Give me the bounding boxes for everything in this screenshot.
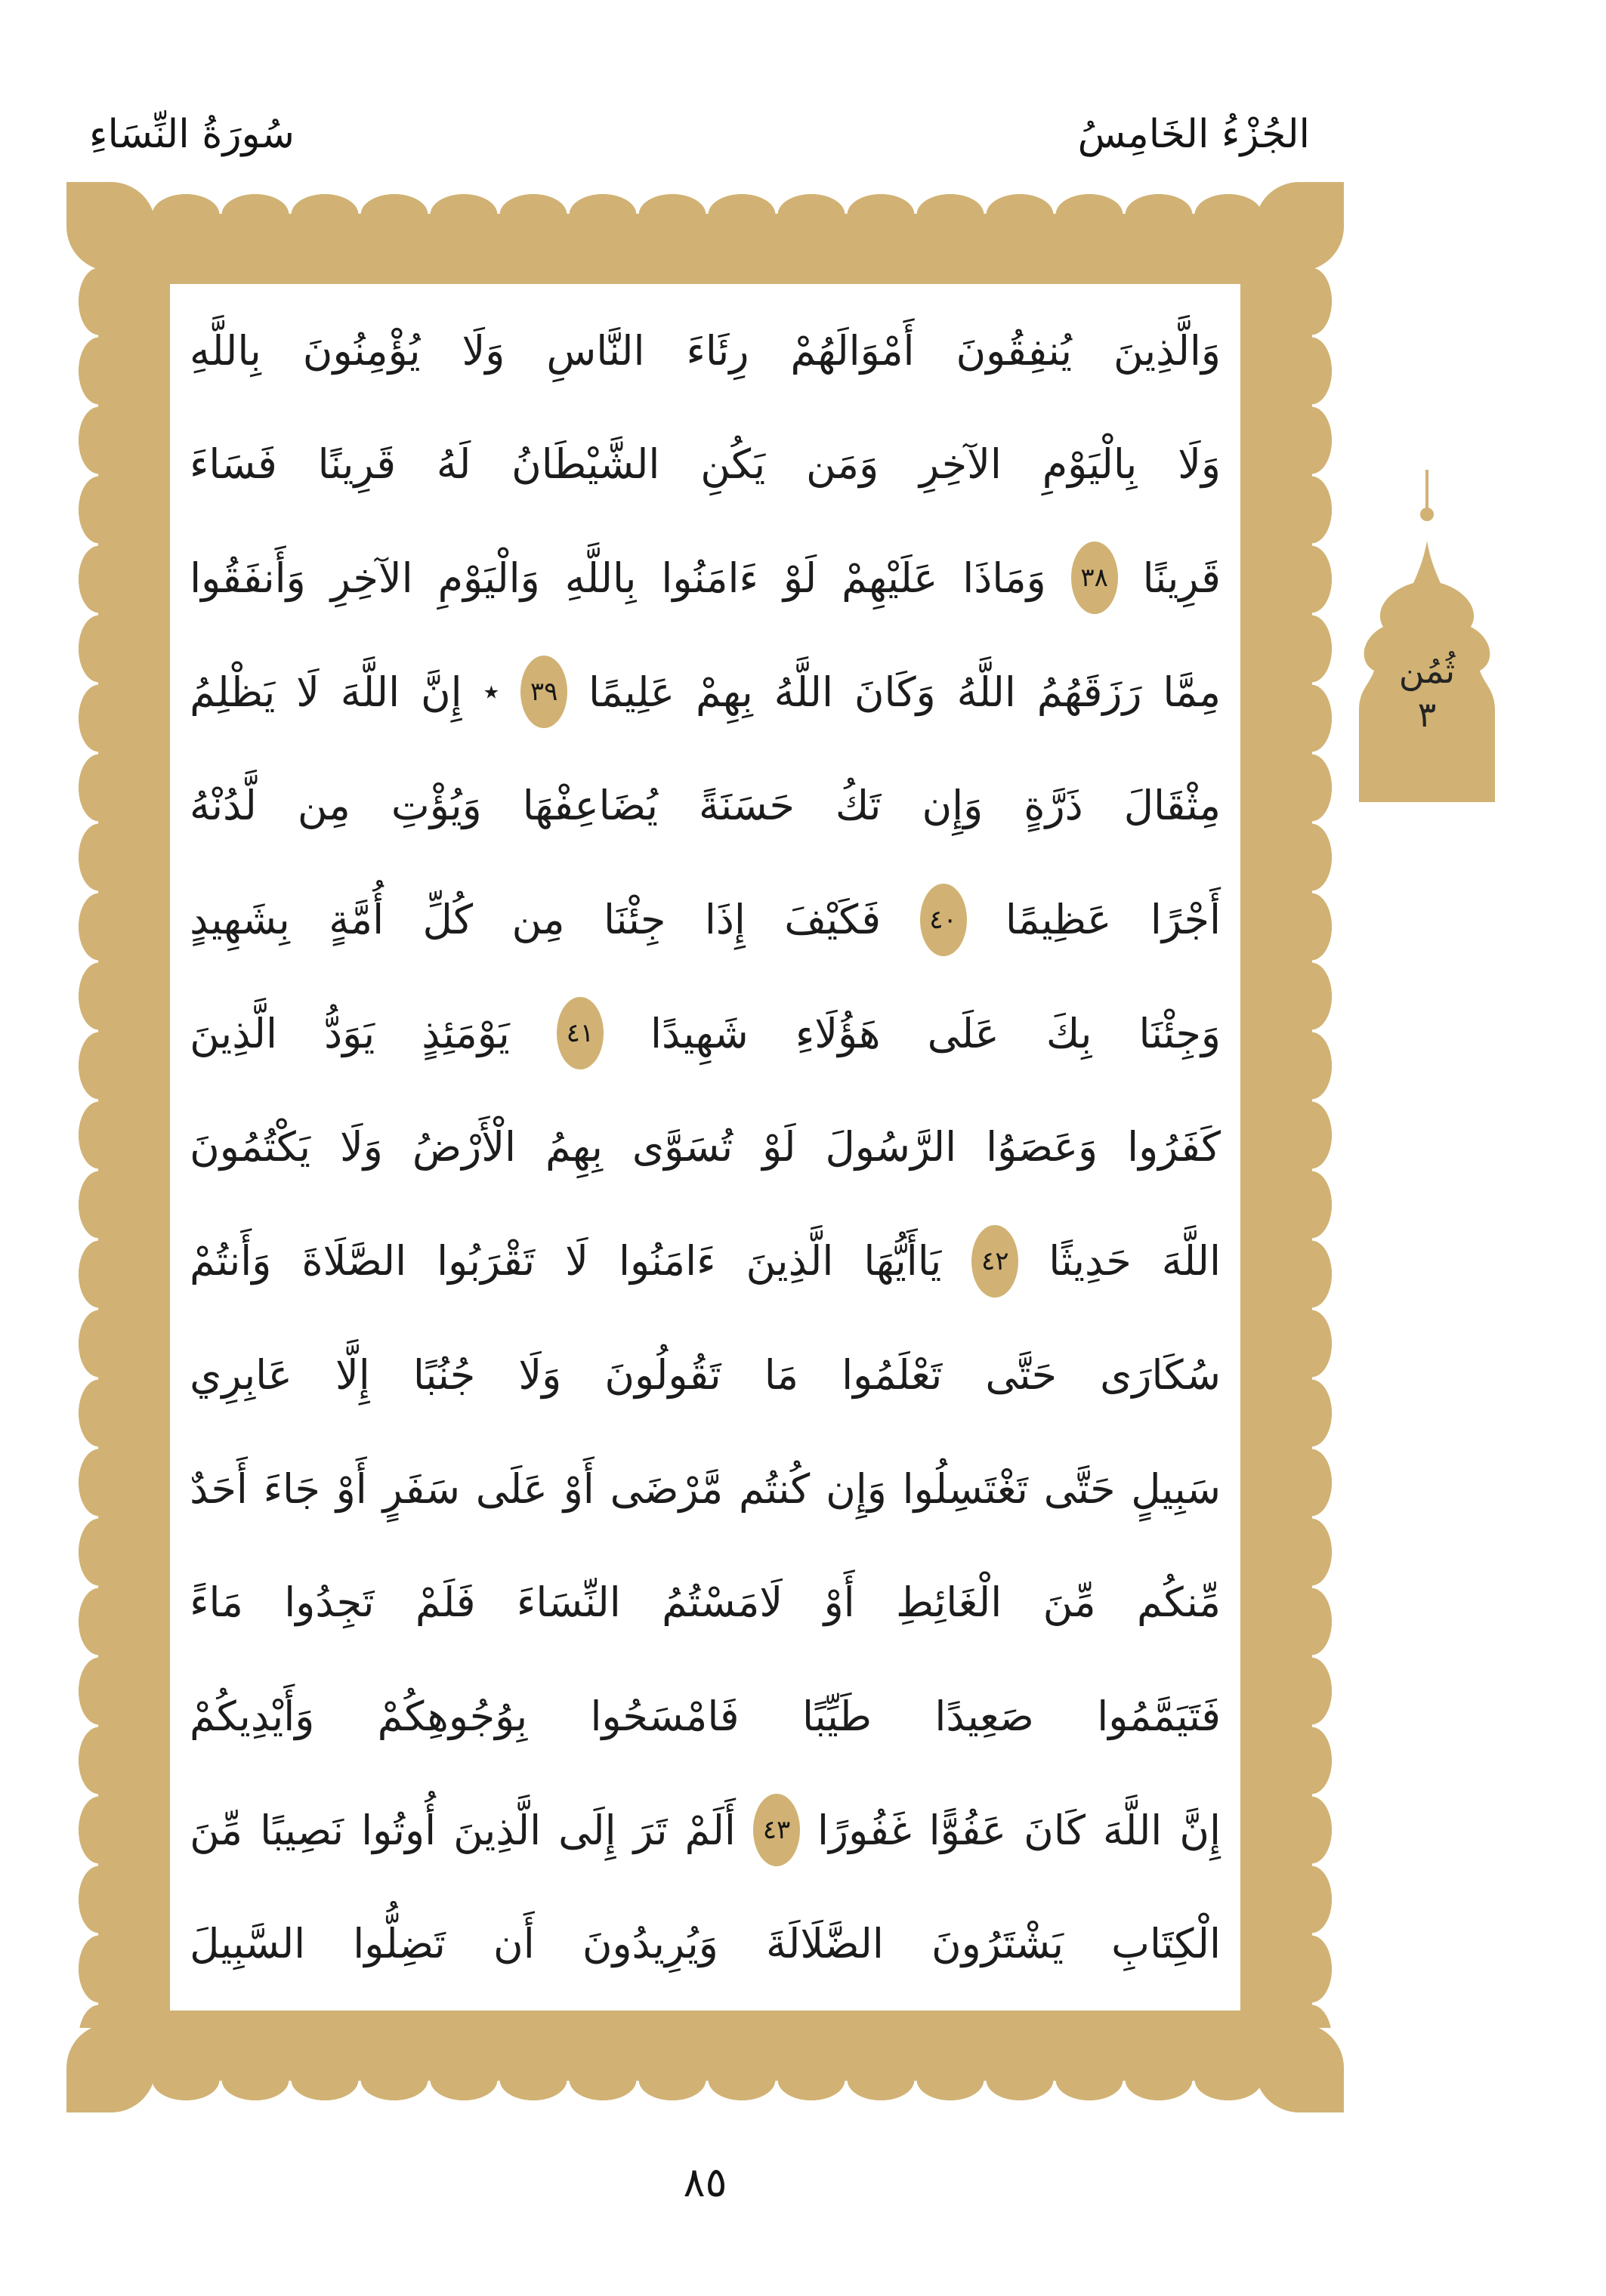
- quran-word: أَوْ: [563, 1464, 595, 1513]
- quran-word: يَاأَيُّهَا: [863, 1237, 942, 1285]
- dome-icon: [1347, 470, 1507, 802]
- quran-word: مِن: [511, 896, 565, 944]
- quran-word: مِّنَ: [190, 1806, 243, 1854]
- quran-word: فَلَمْ: [415, 1578, 476, 1627]
- quran-word: يَكُنِ: [700, 440, 766, 489]
- quran-word: شَهِيدًا: [650, 1009, 749, 1057]
- quran-word: بِهِمُ: [545, 1123, 603, 1171]
- quran-word: أَن: [493, 1920, 535, 1968]
- quran-word: وَأَيْدِيكُمْ: [190, 1692, 315, 1740]
- quran-word: تَكُ: [835, 782, 882, 830]
- frame-corner-petal-top-right: [1255, 182, 1344, 271]
- quran-word: بِالْيَوْمِ: [1042, 440, 1138, 489]
- quran-word: فَكَيْفَ: [784, 896, 882, 944]
- quran-word: تَقْرَبُوا: [437, 1237, 536, 1285]
- quran-word: وَيُرِيدُونَ: [582, 1920, 718, 1968]
- quran-word: وَالَّذِينَ: [1113, 326, 1221, 375]
- quran-word: إِلَى: [558, 1806, 616, 1854]
- frame-scallop-top: [151, 193, 1259, 214]
- quran-word: وَأَنتُمْ: [190, 1237, 272, 1285]
- quran-word: وَإِن: [922, 782, 984, 830]
- quran-word: يَشْتَرُونَ: [931, 1920, 1064, 1968]
- quran-word: الَّذِينَ: [190, 1009, 277, 1057]
- quran-word: سَفَرٍ: [382, 1464, 460, 1513]
- quran-word: كُلِّ: [422, 896, 474, 944]
- quran-word: عَلَى: [927, 1009, 999, 1057]
- quran-word: الرَّسُولَ: [825, 1123, 957, 1171]
- quran-word: مِمَّا: [1163, 668, 1221, 716]
- quran-word: النَّاسِ: [546, 326, 645, 375]
- quran-word: وَلَا: [340, 1123, 383, 1171]
- quran-word: قَرِينًا: [1142, 554, 1221, 602]
- quran-word: الَّذِينَ: [746, 1237, 834, 1285]
- surah-title: سُورَةُ النِّسَاءِ: [89, 112, 295, 157]
- quran-word: اللَّهَ: [1161, 1237, 1221, 1285]
- frame-scallop-left: [78, 267, 99, 2028]
- quran-line: [190, 1774, 1221, 1886]
- quran-word: مِّنكُم: [1137, 1578, 1221, 1627]
- page-number: ٨٥: [683, 2159, 727, 2206]
- thumn-dome-marker: [1347, 470, 1507, 802]
- quran-word: الشَّيْطَانُ: [511, 440, 660, 489]
- quran-word: تَعْلَمُوا: [842, 1350, 943, 1399]
- quran-word: وَلَا: [1178, 440, 1221, 489]
- quran-word: الْكِتَابِ: [1111, 1920, 1221, 1968]
- quran-word: وَلَا: [518, 1350, 562, 1399]
- quran-word: عَابِرِي: [190, 1350, 292, 1399]
- quran-word: يُنفِقُونَ: [956, 326, 1072, 375]
- quran-word: إِنَّ: [420, 668, 462, 716]
- quran-word: أَجْرًا: [1150, 896, 1221, 944]
- quran-word: السَّبِيلَ: [190, 1920, 306, 1968]
- quran-word: لَامَسْتُمُ: [662, 1578, 783, 1627]
- quran-word: رِئَاءَ: [686, 326, 749, 375]
- quran-word: الْأَرْضُ: [412, 1123, 517, 1171]
- quran-word: أَوْ: [335, 1464, 367, 1513]
- quran-word: فَامْسَحُوا: [590, 1692, 740, 1740]
- quran-word: يَوَدُّ: [324, 1009, 375, 1057]
- quran-word: حَدِيثًا: [1049, 1237, 1132, 1285]
- quran-line: [190, 977, 1221, 1089]
- frame-scallop-bottom: [151, 2080, 1259, 2101]
- quran-word: تَقُولُونَ: [604, 1350, 721, 1399]
- quran-word: وَكَانَ: [854, 668, 936, 716]
- quran-word: مَا: [764, 1350, 799, 1399]
- quran-word: عَلِيمًا: [588, 668, 675, 716]
- quran-word: سَبِيلٍ: [1131, 1464, 1221, 1513]
- quran-word: عَلَى: [475, 1464, 548, 1513]
- quran-word: الصَّلَاةَ: [301, 1237, 407, 1285]
- quran-word: غَفُورًا: [817, 1806, 912, 1854]
- quran-word: عَلَيْهِمْ: [842, 554, 938, 602]
- quran-line: [190, 1319, 1221, 1430]
- quran-word: إِذَا: [704, 896, 746, 944]
- quran-word: يُؤْمِنُونَ: [302, 326, 421, 375]
- quran-word: لَهُ: [436, 440, 471, 489]
- quran-word: إِنَّ: [1179, 1806, 1221, 1854]
- quran-word: تَضِلُّوا: [353, 1920, 446, 1968]
- quran-word: أَحَدٌ: [190, 1464, 248, 1513]
- thumn-number: ٣: [1417, 693, 1437, 735]
- quran-word: كَانَ: [1024, 1806, 1086, 1854]
- quran-word: يَكْتُمُونَ: [190, 1123, 311, 1171]
- quran-word: أَمْوَالَهُمْ: [790, 326, 915, 375]
- quran-word: اللَّهُ: [774, 668, 833, 716]
- quran-word: بِاللَّهِ: [190, 326, 261, 375]
- quran-line: [190, 750, 1221, 862]
- quran-word: جِئْنَا: [603, 896, 666, 944]
- thumn-label: ثُمُن: [1398, 650, 1456, 691]
- quran-word: وَلَا: [462, 326, 505, 375]
- quran-word: بِشَهِيدٍ: [190, 896, 290, 944]
- quran-line: [190, 1547, 1221, 1659]
- quran-word: بِوُجُوهِكُمْ: [377, 1692, 528, 1740]
- quran-line: [190, 1091, 1221, 1203]
- decorative-frame: [98, 214, 1312, 2081]
- quran-word: اللَّهَ: [1102, 1806, 1163, 1854]
- quran-word: رَزَقَهُمُ: [1036, 668, 1142, 716]
- quran-word: تُسَوَّى: [632, 1123, 734, 1171]
- quran-word: نَصِيبًا: [260, 1806, 344, 1854]
- quran-word: يُضَاعِفْهَا: [522, 782, 658, 830]
- quran-line: [190, 295, 1221, 406]
- quran-word: لَوْ: [783, 554, 817, 602]
- quran-word: حَتَّى: [1043, 1464, 1116, 1513]
- quran-word: فَتَيَمَّمُوا: [1097, 1692, 1221, 1740]
- quran-word: سُكَارَى: [1100, 1350, 1221, 1399]
- quran-word: ءَامَنُوا: [661, 554, 758, 602]
- quran-word: وَأَنفَقُوا: [190, 554, 306, 602]
- ayah-number-marker: ٤٣: [753, 1794, 800, 1866]
- quran-word: الآخِرِ: [919, 440, 1002, 489]
- frame-corner-petal-top-left: [66, 182, 156, 271]
- quran-word: تَرَ: [633, 1806, 668, 1854]
- quran-word: مِّنَ: [1042, 1578, 1096, 1627]
- frame-corner-petal-bottom-right: [1255, 2023, 1344, 2112]
- quran-word: جَاءَ: [263, 1464, 320, 1513]
- quran-word: وَجِئْنَا: [1138, 1009, 1221, 1057]
- quran-word: طَيِّبًا: [801, 1692, 872, 1740]
- quran-word: النِّسَاءَ: [516, 1578, 621, 1627]
- quran-word: يَوْمَئِذٍ: [422, 1009, 510, 1057]
- quran-word: لَّدُنْهُ: [190, 782, 257, 830]
- quran-word: صَعِيدًا: [934, 1692, 1034, 1740]
- quran-line: [190, 1205, 1221, 1317]
- rub-el-hizb-icon: ٭: [483, 674, 500, 710]
- quran-word: أَلَمْ: [684, 1806, 736, 1854]
- quran-word: بِاللَّهِ: [564, 554, 637, 602]
- quran-line: [190, 636, 1221, 748]
- quran-word: ءَامَنُوا: [618, 1237, 716, 1285]
- quran-word: مِثْقَالَ: [1123, 782, 1221, 830]
- frame-corner-petal-bottom-left: [66, 2023, 156, 2112]
- quran-word: ذَرَّةٍ: [1024, 782, 1083, 830]
- quran-word: عَظِيمًا: [1005, 896, 1112, 944]
- ayah-number-marker: ٤١: [557, 997, 604, 1069]
- quran-word: وَمَاذَا: [962, 554, 1046, 602]
- quran-word: الآخِرِ: [330, 554, 413, 602]
- quran-word: لَوْ: [762, 1123, 796, 1171]
- quran-line: [190, 1660, 1221, 1772]
- quran-word: لَا: [296, 668, 320, 716]
- quran-word: تَجِدُوا: [284, 1578, 375, 1627]
- quran-word: يَظْلِمُ: [190, 668, 276, 716]
- quran-word: كُنتُم: [739, 1464, 811, 1513]
- ayah-number-marker: ٣٨: [1071, 542, 1118, 614]
- quran-line: [190, 864, 1221, 976]
- quran-word: بِهِمْ: [695, 668, 753, 716]
- quran-lines: [170, 284, 1240, 2011]
- quran-word: وَعَصَوُا: [986, 1123, 1098, 1171]
- quran-word: اللَّهُ: [956, 668, 1016, 716]
- quran-word: مِن: [297, 782, 351, 830]
- quran-word: وَإِن: [826, 1464, 887, 1513]
- quran-word: اللَّهَ: [340, 668, 400, 716]
- quran-word: الَّذِينَ: [453, 1806, 542, 1854]
- juz-title: الجُزْءُ الخَامِسُ: [1077, 112, 1310, 157]
- quran-word: مَاءً: [190, 1578, 243, 1627]
- quran-word: جُنُبًا: [412, 1350, 476, 1399]
- quran-line: [190, 409, 1221, 520]
- ayah-number-marker: ٤٢: [971, 1225, 1018, 1298]
- quran-word: أُمَّةٍ: [329, 896, 385, 944]
- quran-word: الْغَائِطِ: [896, 1578, 1002, 1627]
- quran-word: كَفَرُوا: [1127, 1123, 1221, 1171]
- quran-line: [190, 1888, 1221, 2000]
- quran-word: لَا: [565, 1237, 588, 1285]
- quran-word: وَمَن: [806, 440, 879, 489]
- ayah-number-marker: ٣٩: [520, 656, 567, 728]
- quran-word: فَسَاءَ: [190, 440, 277, 489]
- quran-word: حَسَنَةً: [699, 782, 795, 830]
- thumn-label-block: [1347, 650, 1507, 736]
- quran-word: قَرِينًا: [317, 440, 397, 489]
- quran-word: مَّرْضَى: [610, 1464, 724, 1513]
- quran-word: بِكَ: [1045, 1009, 1092, 1057]
- quran-word: إِلَّا: [335, 1350, 370, 1399]
- quran-word: عَفُوًّا: [928, 1806, 1007, 1854]
- quran-word: وَالْيَوْمِ: [437, 554, 540, 602]
- quran-line: [190, 1433, 1221, 1545]
- ayah-number-marker: ٤٠: [920, 884, 967, 956]
- quran-word: هَؤُلَاءِ: [795, 1009, 881, 1057]
- quran-line: [190, 522, 1221, 634]
- quran-word: حَتَّى: [985, 1350, 1058, 1399]
- quran-word: تَغْتَسِلُوا: [902, 1464, 1028, 1513]
- quran-word: وَيُؤْتِ: [391, 782, 482, 830]
- quran-word: أَوْ: [823, 1578, 855, 1627]
- frame-scallop-right: [1311, 267, 1333, 2028]
- quran-word: أُوتُوا: [361, 1806, 437, 1854]
- quran-word: الضَّلَالَةَ: [765, 1920, 884, 1968]
